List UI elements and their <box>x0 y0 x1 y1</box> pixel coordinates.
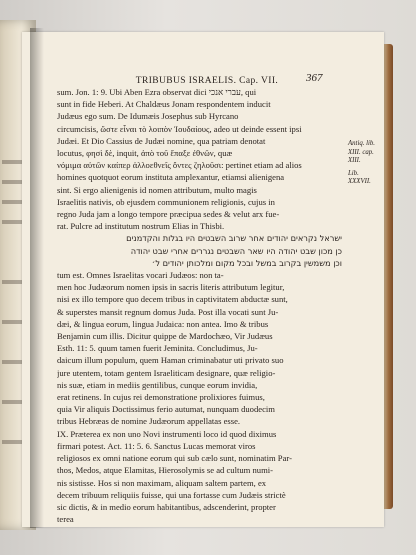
book-page <box>22 32 384 527</box>
text-line: jure utentem, totam gentem Israeliticam designare, quæ religio- <box>57 367 276 378</box>
text-line: circumcisis, ὥστε εἶναι τὸ λοιπὸν Ἰουδαίους, adeo ut deinde essent ipsi <box>57 123 302 134</box>
text-line: Israelitis nativis, ob ejusdem communionem religionis, cujus in <box>57 196 275 207</box>
page-stack-edge <box>383 44 393 509</box>
margin-note <box>348 140 380 187</box>
text-line: וכן משמשין בקרוב במשל ובכל מקום ומלכותן יהודים ל׳ <box>151 257 342 268</box>
text-line: sic dictis, & in medio eorum habitantibus, adscenderint, propter <box>57 501 276 512</box>
page-body-text <box>57 86 342 525</box>
text-line: homines quotquot eorum instituta amplexantur, etiamsi alienigena <box>57 172 285 183</box>
margin-note-line: XIII. cap. <box>348 148 374 156</box>
margin-note-line: XIII. <box>348 157 361 164</box>
text-line: religiosos ex omni natione eorum qui sub cælo sunt, nominatim Par- <box>57 453 292 464</box>
text-line: firmari potest. Act. 11: 5. 6. Sanctus Lucas memorat viros <box>57 440 256 451</box>
gutter-shadow <box>30 28 44 528</box>
text-line: nis suæ, etiam in mediis gentilibus, cunque eorum invidia, <box>57 379 258 390</box>
running-head: TRIBUBUS ISRAELIS. Cap. VII. <box>135 76 279 86</box>
margin-note-line: XXXVII. <box>348 178 371 185</box>
text-line: tribus Hebræas de nomine Judæorum appellatas esse. <box>57 416 241 427</box>
text-line: thos, Medos, atque Elamitas, Hierosolymis se ad cultum numi- <box>57 465 274 476</box>
text-line: Judæi. Et Dio Cassius de Judæi nomine, qua patriam denotat <box>57 135 266 146</box>
text-line: Esth. 11: 5. quum tamen fuerit Jeminita. Concludimus, Ju- <box>57 343 258 354</box>
text-line: sum. Jon. 1: 9. Ubi Aben Ezra observat dici עברי אנכי, qui <box>57 87 257 97</box>
text-line: erat retinens. In cujus rei demonstratione prolixiores fuimus, <box>57 392 265 403</box>
text-line: regno Juda jam a longo tempore præcipua sedes & velut arx fue- <box>57 209 280 220</box>
text-line: decem tribuum reliquiis fuisse, qui una fortasse cum Judæis strictè <box>57 489 286 500</box>
text-line: dæi, & lingua eorum, lingua Judaica: non antea. Imo & tribus <box>57 318 269 329</box>
text-line: locutus, φησὶ δὲ, inquit, ἀπὸ τοῦ ἔπαξε ἐθνῶν, quæ <box>57 148 233 159</box>
text-line: כן מכון שבט יהודה היו שאר השבטים נגררים אחרי שבט יהודה <box>130 245 342 256</box>
text-line: rat. Pulcre ad institutum nostrum Elias in Thisbi. <box>57 221 225 232</box>
text-line: sunt in fide Heberi. At Chaldæus Jonam respondentem inducit <box>57 99 271 110</box>
margin-note-line: Antiq. lib. <box>348 140 375 147</box>
text-line: IX. Præterea ex non uno Novi instrumenti loco id quod diximus <box>57 428 277 439</box>
text-line: Benjamin cum illis. Dicitur quippe de Mardochæo, Vir Judæus <box>57 331 273 342</box>
text-line: νόμιμα αὐτῶν καίπερ ἀλλοεθνεῖς ὄντες ζηλοῦσι: pertinet etiam ad alios <box>57 160 302 171</box>
text-line: quia Vir aliquis Doctissimus ferio autumat, nunquam duodecim <box>57 404 275 415</box>
text-line: & superstes mansit regnum domus Juda. Post illa vocati sunt Ju- <box>57 306 279 317</box>
page-number: 367 <box>306 72 323 84</box>
text-line: nisi ex illo tempore quo decem tribus in captivitatem abductæ sunt, <box>57 294 288 305</box>
margin-note-line: Lib. <box>348 169 359 177</box>
text-line: Judæus ego sum. De Idumæis Josephus sub Hyrcano <box>57 111 239 122</box>
text-line: ישראל נקראים יהודים אחר שרוב השבטים היו בגלות והקדמנים <box>126 233 342 244</box>
text-line: men hoc Judæorum nomen ipsis in sacris literis attributum legitur, <box>57 282 285 293</box>
text-line: sint. Si ergo alienigenis id nomen attributum, multo magis <box>57 184 257 195</box>
text-line: nis sistisse. Hos si non maximam, aliquam saltem partem, ex <box>57 477 267 488</box>
text-line: daicum illum populum, quem Haman criminabatur uti privato suo <box>57 355 284 366</box>
text-line: terea <box>57 514 74 525</box>
text-line: tum est. Omnes Israelitas vocari Judæos: non ta- <box>57 270 224 281</box>
